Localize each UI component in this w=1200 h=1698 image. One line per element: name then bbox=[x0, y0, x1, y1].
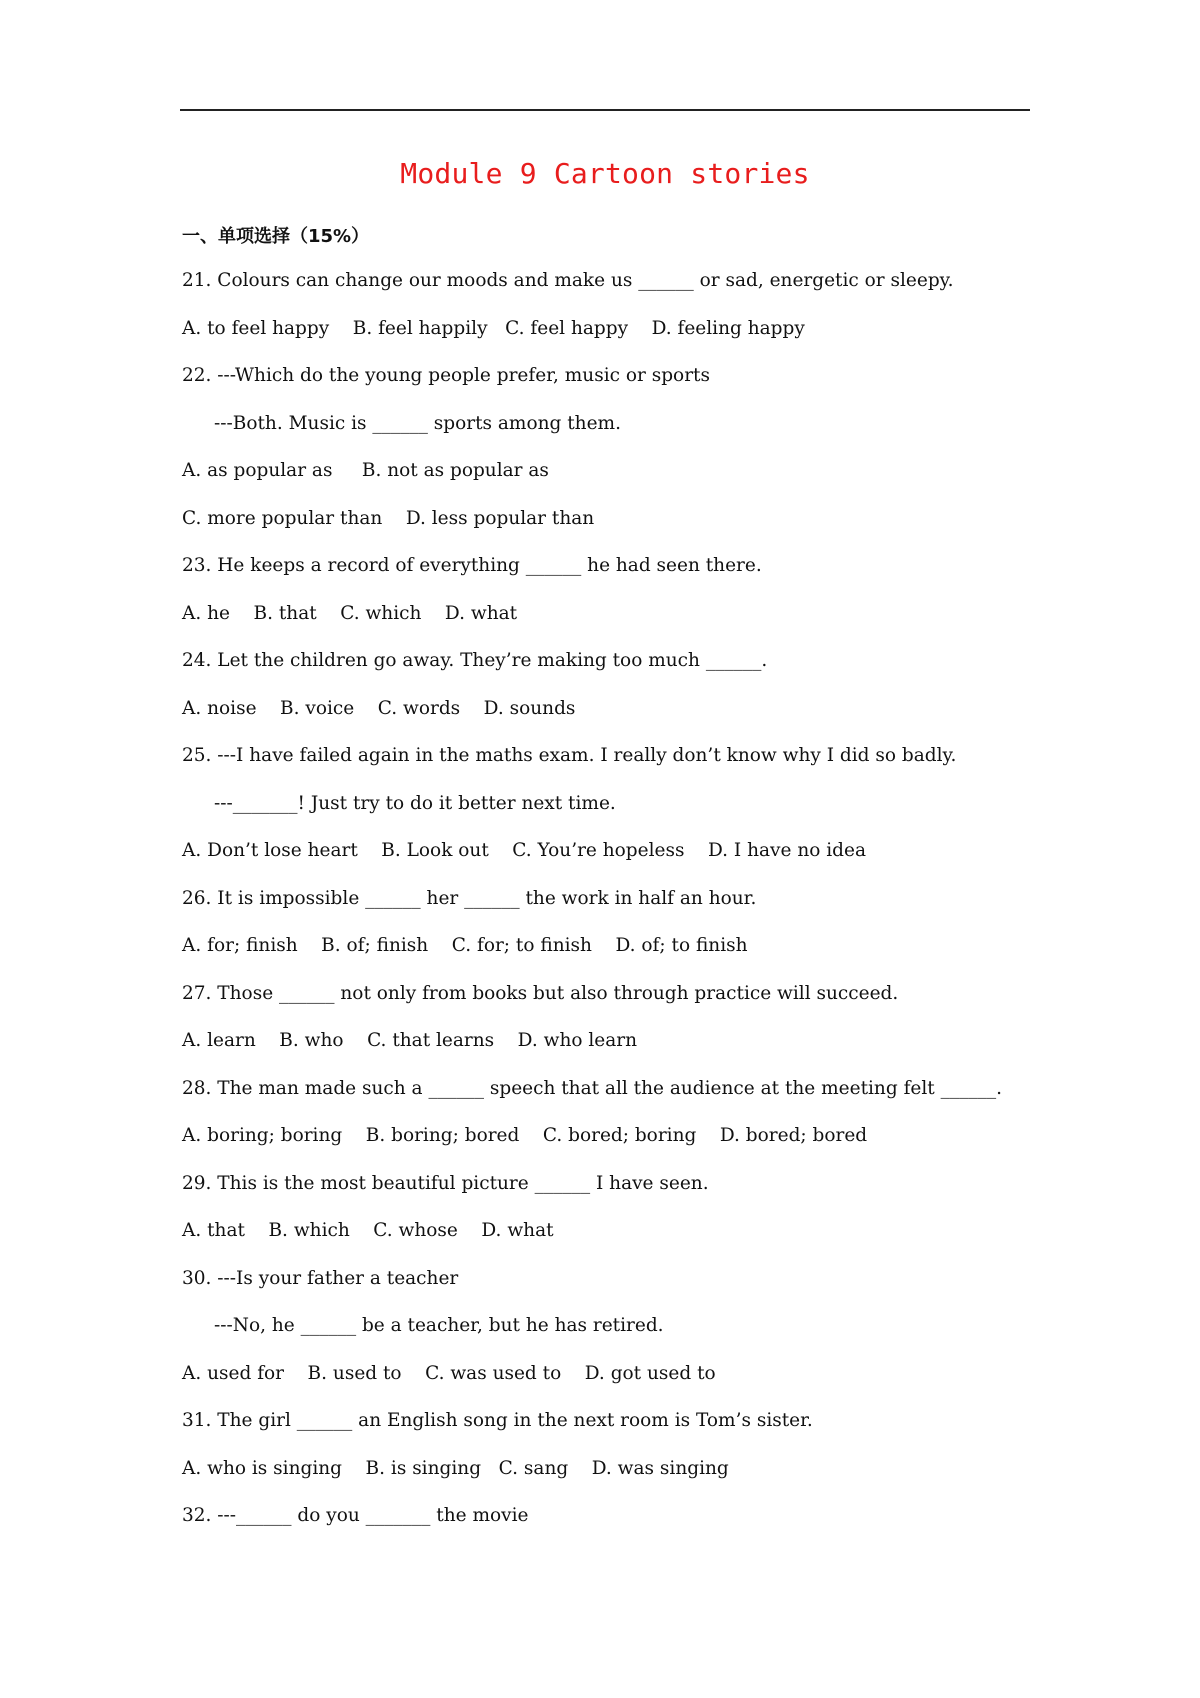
question-line: 23. He keeps a record of everything ______ he had seen there. bbox=[182, 555, 762, 576]
question-line: A. that B. which C. whose D. what bbox=[182, 1220, 554, 1241]
question-line: 28. The man made such a ______ speech that all the audience at the meeting felt ______. bbox=[182, 1077, 1002, 1099]
question-list bbox=[182, 262, 1042, 1545]
question-line: A. Don’t lose heart B. Look out C. You’re hopeless D. I have no idea bbox=[182, 840, 866, 861]
question-line: 30. ---Is your father a teacher bbox=[182, 1267, 459, 1289]
question-line: A. who is singing B. is singing C. sang D. was singing bbox=[182, 1457, 729, 1479]
question-line: A. learn B. who C. that learns D. who learn bbox=[182, 1030, 638, 1051]
question-line: A. he B. that C. which D. what bbox=[182, 602, 518, 624]
question-line: C. more popular than D. less popular than bbox=[182, 507, 595, 529]
question-line: 31. The girl ______ an English song in the next room is Tom’s sister. bbox=[182, 1410, 813, 1431]
question-line: A. boring; boring B. boring; bored C. bored; boring D. bored; bored bbox=[182, 1125, 868, 1146]
question-line: A. for; finish B. of; finish C. for; to finish D. of; to finish bbox=[182, 935, 748, 956]
section-heading: 一、单项选择（15%） bbox=[182, 226, 370, 247]
question-line: 32. ---______ do you _______ the movie bbox=[182, 1505, 529, 1526]
question-line: 26. It is impossible ______ her ______ the work in half an hour. bbox=[182, 887, 757, 909]
question-line: 29. This is the most beautiful picture ______ I have seen. bbox=[182, 1172, 709, 1194]
question-line: 24. Let the children go away. They’re making too much ______. bbox=[182, 650, 768, 671]
question-line: A. used for B. used to C. was used to D. got used to bbox=[182, 1362, 716, 1384]
question-line: 25. ---I have failed again in the maths exam. I really don’t know why I did so badly. bbox=[182, 745, 957, 766]
header-rule bbox=[180, 109, 1030, 111]
question-line: A. to feel happy B. feel happily C. feel happy D. feeling happy bbox=[182, 317, 805, 339]
question-line: 27. Those ______ not only from books but also through practice will succeed. bbox=[182, 982, 899, 1004]
question-line: ---No, he ______ be a teacher, but he has retired. bbox=[214, 1315, 664, 1336]
question-line: A. noise B. voice C. words D. sounds bbox=[182, 697, 576, 719]
question-line: A. as popular as B. not as popular as bbox=[182, 460, 549, 481]
question-line: ---Both. Music is ______ sports among them. bbox=[214, 412, 621, 434]
page-title: Module 9 Cartoon stories bbox=[400, 157, 810, 190]
question-line: ---_______! Just try to do it better next time. bbox=[214, 792, 616, 814]
question-line: 21. Colours can change our moods and make us ______ or sad, energetic or sleepy. bbox=[182, 270, 954, 291]
question-line: 22. ---Which do the young people prefer, music or sports bbox=[182, 365, 710, 386]
